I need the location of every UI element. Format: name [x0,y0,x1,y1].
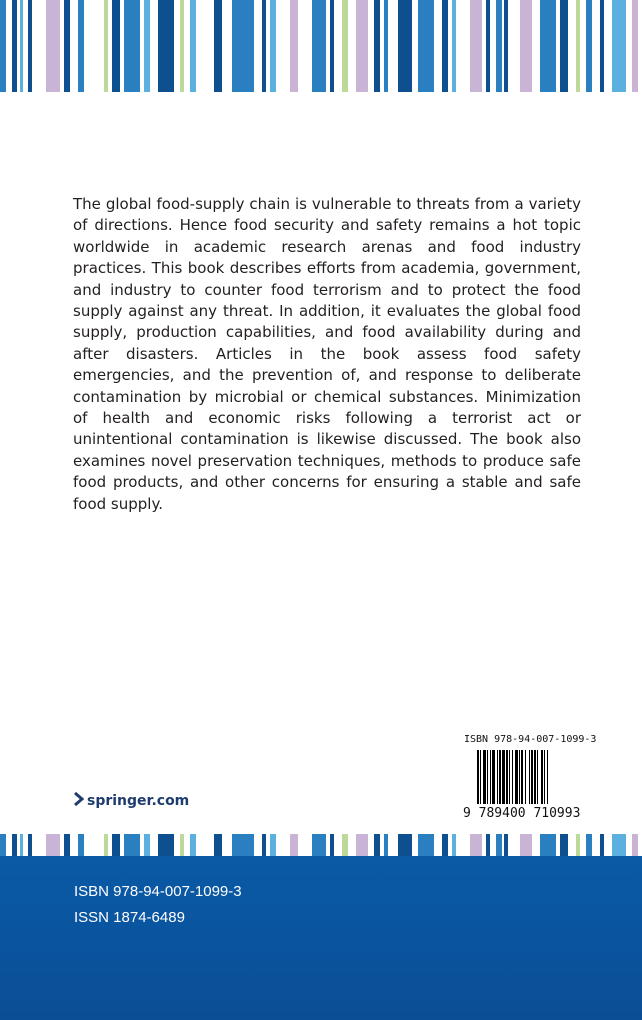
stripe [290,0,298,92]
stripe [586,0,592,92]
chevron-right-icon [74,792,84,810]
stripe [374,0,380,92]
stripe [398,834,412,856]
stripe [112,834,120,856]
footer-band [0,856,642,1020]
stripe [0,0,6,92]
stripe [442,834,448,856]
stripe [600,0,604,92]
stripe [124,0,140,92]
stripe [504,834,508,856]
stripe [356,0,368,92]
stripe [452,0,456,92]
stripe [418,0,434,92]
top-stripe-band [0,0,642,92]
stripe [586,834,592,856]
stripe [560,0,568,92]
stripe [270,0,276,92]
stripe [504,0,508,92]
stripe [190,0,196,92]
stripe [470,0,482,92]
footer-isbn: ISBN 978-94-007-1099-3 [74,883,242,900]
stripe [78,0,84,92]
stripe [0,834,6,856]
stripe [576,0,580,92]
stripe [612,0,626,92]
stripe [190,834,196,856]
stripe [144,0,150,92]
stripe [560,834,568,856]
stripe [28,0,32,92]
stripe [270,834,276,856]
stripe [632,834,638,856]
stripe [384,0,388,92]
stripe [238,0,254,92]
stripe [12,0,17,92]
springer-link-text: springer.com [87,793,190,809]
stripe [20,834,23,856]
springer-link[interactable] [74,792,189,810]
stripe [330,0,334,92]
stripe [144,834,150,856]
stripe [104,0,108,92]
barcode-block [461,734,601,820]
stripe [312,0,326,92]
stripe [214,834,222,856]
stripe [442,0,448,92]
stripe [576,834,580,856]
stripe [374,834,380,856]
stripe [64,0,70,92]
stripe [104,834,108,856]
stripe [384,834,388,856]
stripe [12,834,17,856]
back-cover-description: The global food-supply chain is vulnerable to threats from a variety of directions. Hence food security and safety remains a hot topic worldwide in academic research arenas and food industry practices. This book describes efforts from academia, government, and industry to counter food terrorism and to protect the food supply against any threat. In addition, it evaluates the global food supply, production capabilities, and food availability during and after disasters. Articles in the book assess food safety emergencies, and the prevention of, and response to deliberate contamination by microbial or chemical substances. Minimization of health and economic risks following a terrorist act or unintentional contamination is likewise discussed. The book also examines novel preservation techniques, methods to produce safe food products, and other concerns for ensuring a stable and safe food supply. [73,195,581,513]
stripe [20,0,23,92]
stripe [46,834,60,856]
footer-issn: ISSN 1874-6489 [74,909,185,926]
stripe [342,834,348,856]
stripe [290,834,298,856]
stripe [78,834,84,856]
stripe [496,0,502,92]
stripe [124,834,140,856]
stripe [486,834,490,856]
stripe [452,834,456,856]
stripe [612,834,626,856]
barcode-isbn-label: ISBN 978-94-007-1099-3 [464,734,597,745]
stripe [520,834,532,856]
barcode-image [461,750,601,820]
stripe [262,834,266,856]
stripe [46,0,60,92]
barcode-digits: 9 789400 710993 [463,806,581,820]
middle-stripe-band [0,834,642,856]
stripe [28,834,32,856]
stripe [540,0,556,92]
stripe [238,834,254,856]
stripe [540,834,556,856]
stripe [214,0,222,92]
stripe [180,0,184,92]
stripe [342,0,348,92]
stripe [356,834,368,856]
stripe [312,834,326,856]
stripe [486,0,490,92]
stripe [632,0,638,92]
stripe [470,834,482,856]
stripe [64,834,70,856]
stripe [600,834,604,856]
stripe [180,834,184,856]
stripe [262,0,266,92]
stripe [520,0,532,92]
stripe [418,834,434,856]
stripe [398,0,412,92]
stripe [112,0,120,92]
stripe [330,834,334,856]
stripe [158,834,174,856]
stripe [496,834,502,856]
stripe [158,0,174,92]
